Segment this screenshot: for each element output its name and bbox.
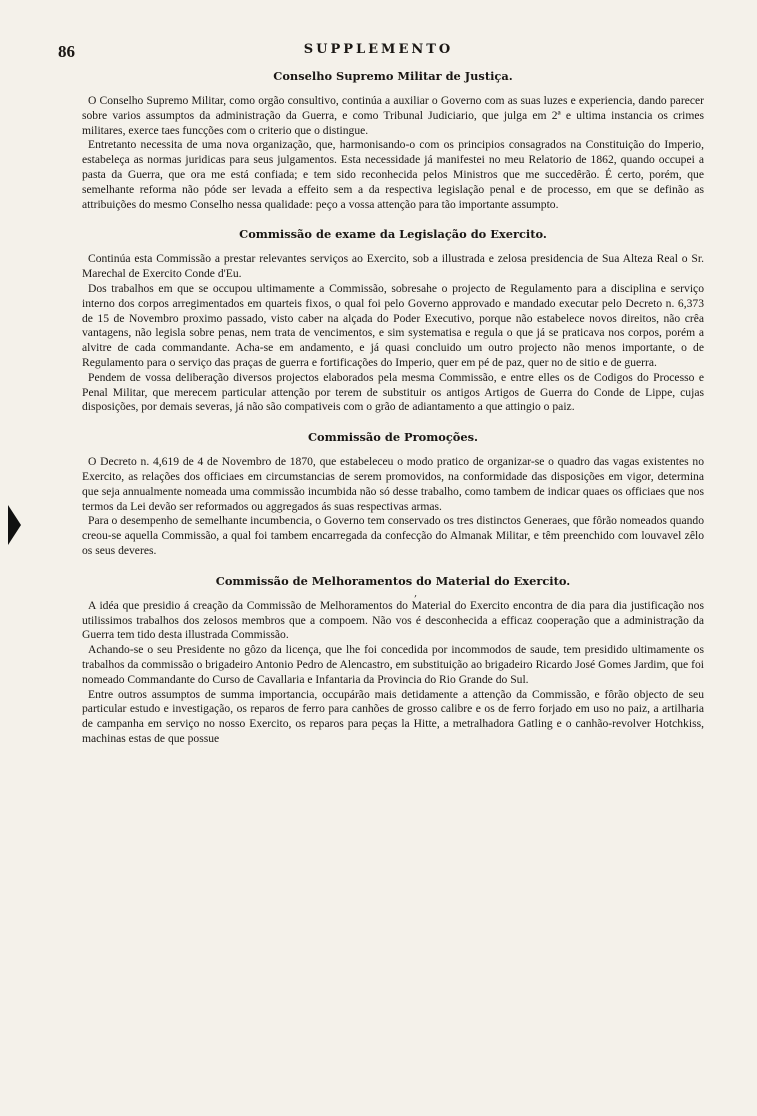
paragraph: O Decreto n. 4,619 de 4 de Novembro de 1870, que estabeleceu o modo pratico de organizar-se o quadro das vagas existentes no Exercito, as relações dos officiaes em circumstancias de serem promovidos, na conformidade das disposições em vigor, determina que seja annualmente nomeada uma commissão incumbida não só desse trabalho, como tambem de indicar quaes os officiaes que nos termos da Lei devão ser reformados ou aggregados ás suas respectivas armas.	[82, 455, 704, 513]
paragraph: O Conselho Supremo Militar, como orgão consultivo, continúa a auxiliar o Governo com as suas luzes e experiencia, dando parecer sobre varios assumptos da administração da Guerra, e como Tribunal Judiciario, que julga em 2ª e ultima instancia os crimes militares, exerce taes funcções com o criterio que o distingue.	[82, 94, 704, 137]
margin-arrow-icon	[8, 505, 21, 545]
paragraph: Dos trabalhos em que se occupou ultimamente a Commissão, sobresahe o projecto de Regulamento para a disciplina e serviço interno dos corpos arregimentados em quarteis fixos, o qual foi pelo Governo approvado e mandado executar pelo Decreto n. 6,373 de 15 de Novembro proximo passado, visto caber na alçada do Poder Executivo, porque não estabelece novos direitos, não crêa vantagens, não legisla sobre penas, nem trata de vencimentos, e sim systematisa e regula o que já se praticava nos corpos, porém a alvitre de cada commandante. Acha-se em andamento, e já quasi concluido um outro projecto não menos importante, o de Regulamento para o serviço das praças de guerra e fortificações do Imperio, quer em pé de paz, quer no de sitio e de guerra.	[82, 281, 704, 369]
paragraph: Entretanto necessita de uma nova organização, que, harmonisando-o com os principios consagrados na Constituição do Imperio, estabeleça as normas juridicas para seus julgamentos. Esta necessidade já manifestei no meu Relatorio de 1862, quando occupei a pasta da Guerra, que ora me está confiada; e tem sido reconhecida pelos Ministros que me succedêrão. É certo, porém, que semelhante reforma não póde ser levada a effeito sem a da respectiva legislação penal e de processo, em que se definão as attribuições do mesmo Conselho nessa qualidade: peço a vossa attenção para tão importante assumpto.	[82, 138, 704, 211]
section-title-commissao-melhoramentos: Commissão de Melhoramentos do Material do Exercito.	[215, 573, 571, 588]
section-title-conselho: Conselho Supremo Militar de Justiça.	[273, 69, 513, 83]
paragraph: Pendem de vossa deliberação diversos projectos elaborados pela mesma Commissão, e entre elles os de Codigos do Processo e Penal Militar, que merecem particular attenção por terem de substituir os antigos Artigos de Guerra do Conde de Lippe, cujas disposições, por demais severas, já não são compativeis com o grão de adiantamento a que attingio o paiz.	[82, 370, 704, 414]
document-body	[82, 68, 704, 747]
page-number: 86	[58, 42, 75, 61]
section-title-commissao-legislacao: Commissão de exame da Legislação do Exercito.	[239, 227, 547, 242]
paragraph: Continúa esta Commissão a prestar relevantes serviços ao Exercito, sob a illustrada e zelosa presidencia de Sua Alteza Real o Sr. Marechal de Exercito Conde d'Eu.	[82, 252, 704, 281]
running-title: SUPPLEMENTO	[303, 42, 454, 57]
paragraph: A idéa que presidio á creação da Commissão de Melhoramentos do Material do Exercito encontra de dia para dia justificação nos utilissimos trabalhos dos zelosos membros que a compoem. Não vos é desconhecida a efficaz cooperação que a administração da Guerra tem tido desta illustrada Commissão.	[82, 598, 704, 642]
paragraph: Entre outros assumptos de summa importancia, occupárão mais detidamente a attenção da Commissão, e fôrão objecto de seu particular estudo e investigação, os reparos de ferro para canhões de grosso calibre e os de ferro forjado em uso no paiz, a artilharia de campanha em serviço no nosso Exercito, os reparos para peças la Hitte, a metralhadora Gatling e o canhão-revolver Hotchkiss, machinas estas de que possue	[82, 687, 704, 745]
paragraph: Para o desempenho de semelhante incumbencia, o Governo tem conservado os tres distinctos Generaes, que fôrão nomeados quando creou-se aquella Commissão, a qual foi tambem encarregada da confecção do Almanak Militar, e têm preenchido com louvavel zêlo os seus deveres.	[82, 514, 704, 557]
section-title-commissao-promocoes: Commissão de Promoções.	[307, 430, 478, 445]
paragraph: Achando-se o seu Presidente no gôzo da licença, que lhe foi concedida por incommodos de saude, tem presidido ultimamente os trabalhos da commissão o brigadeiro Antonio Pedro de Alencastro, em substituição ao brigadeiro Ricardo José Gomes Jardim, que foi nomeado Commandante do Curso de Cavallaria e Infantaria da Provincia do Rio Grande do Sul.	[82, 643, 704, 686]
comma-mark: ,	[414, 588, 418, 599]
